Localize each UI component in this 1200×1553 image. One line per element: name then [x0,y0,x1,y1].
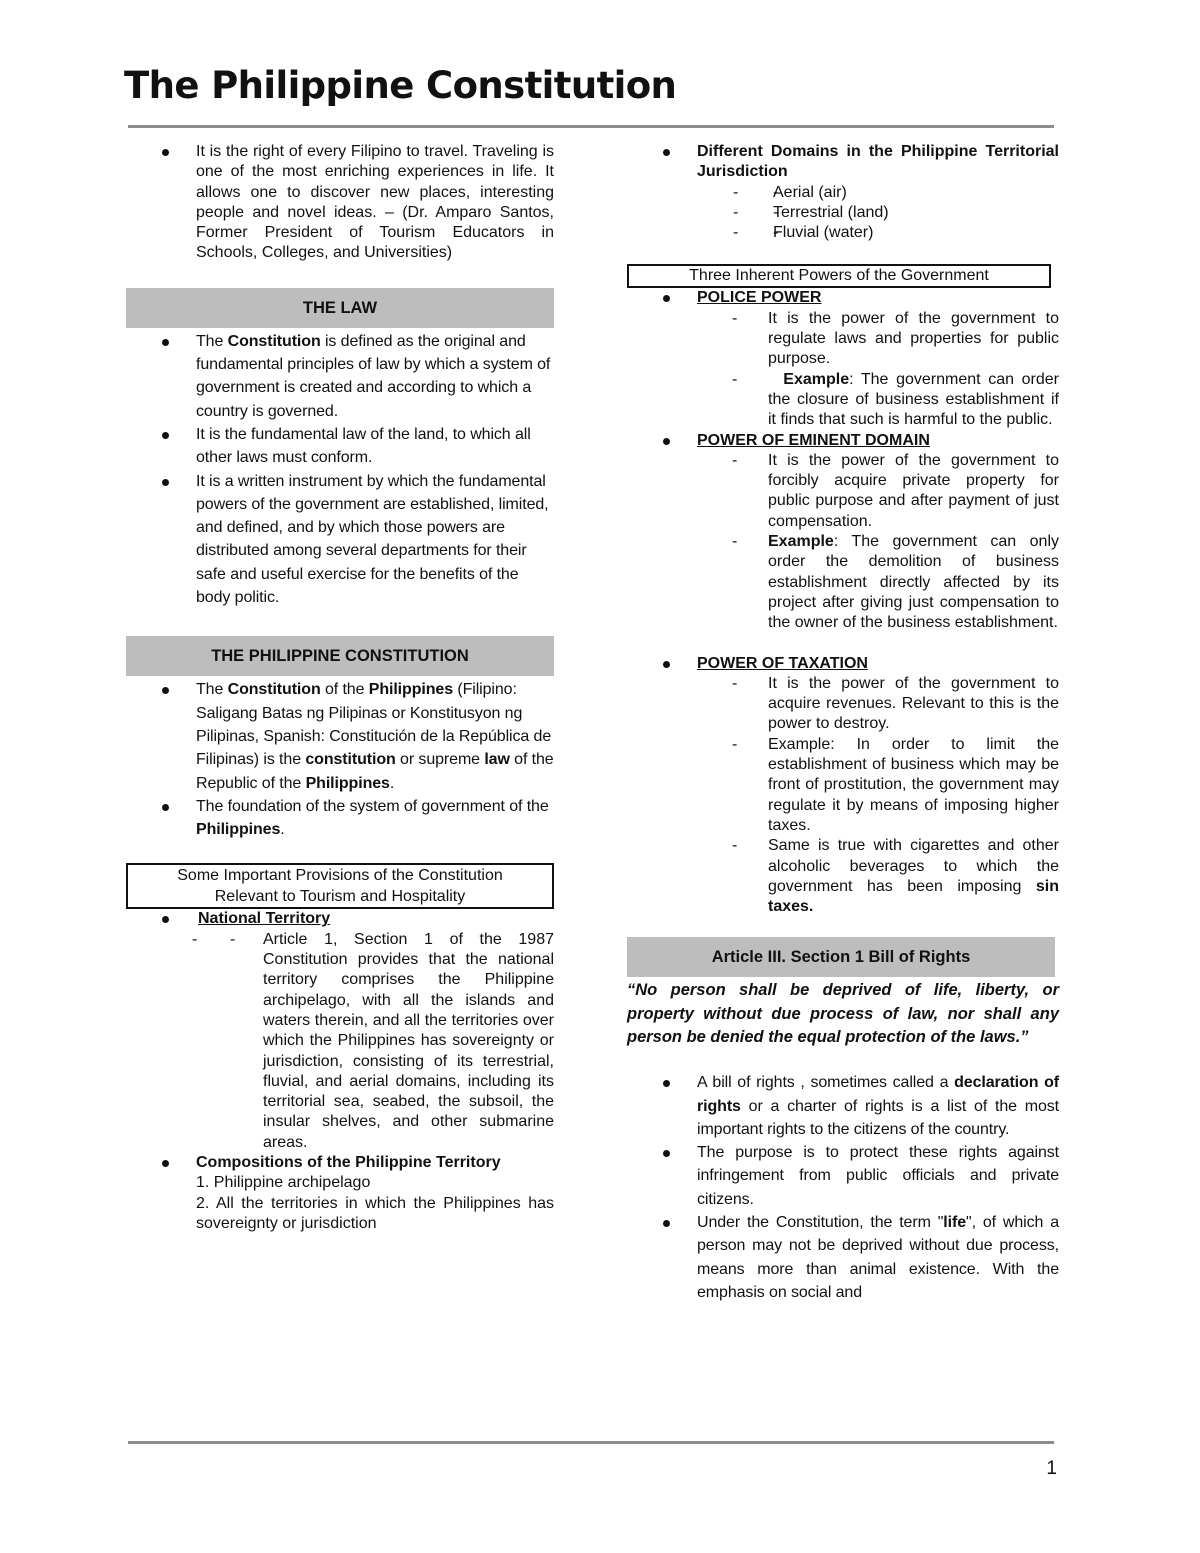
eminent-domain-def: - It is the power of the government to forcibly acquire private property for public purpose and after payment of just compensation. [732,451,1059,530]
compositions-heading: Compositions of the Philippine Territory [196,1153,501,1171]
eminent-domain-item [627,431,1059,634]
ph-constitution-list [126,678,554,841]
footer-rule [128,1441,1054,1444]
national-territory-text: - - Article 1, Section 1 of the 1987 Constitution provides that the national territory comprises the Philippine archipelago, with all the islands and waters therein, and all the territories over which the Philippines has sovereignty or jurisdiction, consisting of its terrestrial, fluvial, and aerial domains, including its territorial sea, seabed, the subsoil, the insular shelves, and other submarine areas. [126,930,554,1153]
bill-of-rights-quote: “No person shall be deprived of life, liberty, or property without due process of law, nor shall any person be denied the equal protection of the laws.” [627,981,1059,1046]
header-rule [128,125,1054,128]
domain-aerial: - - Aerial (air) [627,183,1059,203]
domains-heading: Different Domains in the Philippine Territorial Jurisdiction [697,143,1059,181]
domain-fluvial: - - Fluvial (water) [627,223,1059,243]
ph-bullet-foundation: The foundation of the system of government of the Philippines. [126,795,554,842]
law-heading: THE LAW [126,288,554,328]
bill-of-rights-heading: Article III. Section 1 Bill of Rights [627,937,1055,977]
national-territory-item [126,909,554,1153]
domains-sublist [627,183,1059,244]
bill-bullet-life: Under the Constitution, the term "life", of which a person may not be deprived without due process, means more than animal existence. With the emphasis on social and [627,1211,1059,1304]
taxation-heading: POWER OF TAXATION [697,654,868,672]
intro-quote: It is the right of every Filipino to travel. Traveling is one of the most enriching experiences in life. It allows one to discover new places, interesting people and novel ideas. – (Dr. Amparo Santos, Former President of Tourism Educators in Schools, Colleges, and Universities) [126,142,554,264]
dash-marker: - - [230,930,236,948]
intro-list [126,142,554,264]
national-territory-heading: National Territory [198,910,331,928]
eminent-domain-example: - Example: The government can only order the demolition of business establishment directly affected by its project after giving just compensation to the owner of the business establishment. [732,533,1059,632]
police-power-item [627,288,1059,430]
taxation-item [627,654,1059,918]
national-territory-details [198,930,554,1153]
provisions-box-line1: Some Important Provisions of the Constitution [177,867,503,885]
page-number: 1 [1046,1458,1057,1479]
taxation-example: - Example: In order to limit the establishment of business which may be front of prostitution, the government may regulate it by means of imposing higher taxes. [732,735,1059,834]
domain-terrestrial: - - Terrestrial (land) [627,203,1059,223]
compositions-item-1: 1. Philippine archipelago [196,1174,371,1192]
provisions-box-line2: Relevant to Tourism and Hospitality [214,888,466,906]
law-bullet-fundamental: It is the fundamental law of the land, to which all other laws must conform. [126,423,554,470]
law-bullet-instrument: It is a written instrument by which the fundamental powers of the government are established, limited, and defined, and by which those powers are distributed among several departments for their safe and useful exercise for the benefits of the body politic. [126,470,554,610]
domains-item [627,142,1059,243]
territory-list [126,909,554,1234]
powers-list [627,288,1059,917]
bill-bullet-purpose: The purpose is to protect these rights against infringement from public officials and private citizens. [627,1141,1059,1211]
police-power-heading: POLICE POWER [697,289,822,307]
law-list [126,330,554,610]
eminent-domain-heading: POWER OF EMINENT DOMAIN [697,431,930,449]
bill-bullet-definition: A bill of rights , sometimes called a declaration of rights or a charter of rights is a list of the most important rights to the citizens of the country. [627,1071,1059,1141]
bill-of-rights-list [627,1071,1059,1304]
right-column [627,142,1059,1304]
compositions-item-2: 2. All the territories in which the Philippines has sovereignty or jurisdiction [196,1194,554,1232]
powers-box: Three Inherent Powers of the Government [627,264,1051,288]
taxation-sin-taxes: - Same is true with cigarettes and other alcoholic beverages to which the government has been imposing sin taxes. [732,837,1059,916]
left-column [126,142,554,1234]
police-power-def: - It is the power of the government to regulate laws and properties for public purpose. [732,309,1059,368]
law-bullet-definition: The Constitution is defined as the original and fundamental principles of law by which a system of government is created and according to which a country is governed. [126,330,554,423]
police-power-example: - Example: The government can order the closure of business establishment if it finds that such is harmful to the public. [732,370,1060,429]
ph-bullet-definition: The Constitution of the Philippines (Filipino: Saligang Batas ng Pilipinas or Konstitusyon ng Pilipinas, Spanish: Constitución de la República de Filipinas) is the constitution or supreme law of the Republic of the Philippines. [126,678,554,794]
ph-constitution-heading: THE PHILIPPINE CONSTITUTION [126,636,554,676]
compositions-item [126,1153,554,1234]
page-title: The Philippine Constitution [124,64,677,107]
provisions-box [126,863,554,909]
taxation-def: - It is the power of the government to acquire revenues. Relevant to this is the power to destroy. [732,674,1059,733]
domains-list [627,142,1059,243]
